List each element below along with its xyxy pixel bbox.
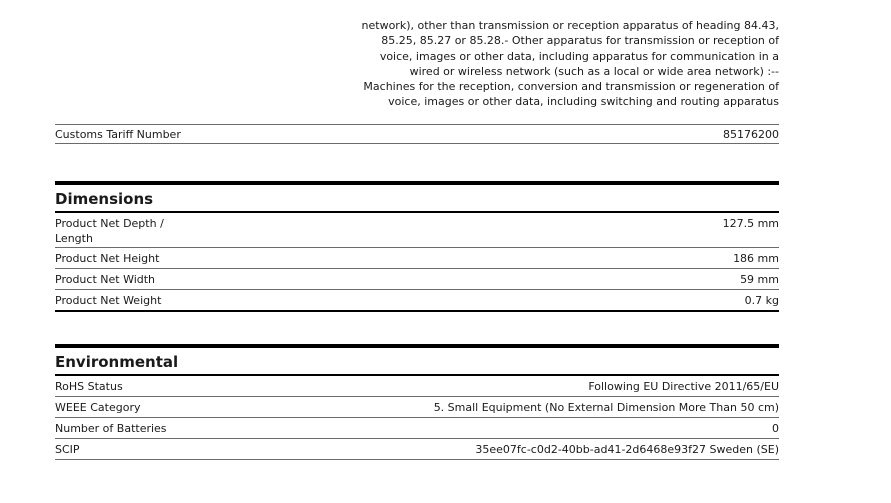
spec-row-net-height (55, 248, 779, 269)
environmental-section (55, 344, 779, 460)
spec-value: 5. Small Equipment (No External Dimension More Than 50 cm) (433, 401, 779, 414)
customs-tariff-row (55, 124, 779, 144)
spec-row-net-width (55, 269, 779, 290)
spec-label: Product Net Weight (55, 294, 162, 307)
spec-value: 0 (772, 422, 779, 435)
customs-description-value: network), other than transmission or reception apparatus of heading 84.43, 85.25, 85.27 or 85.28.- Other apparatus for transmission or reception of voice, images or other data, including apparatus for communication in a wired or wireless network (such as a local or wide area network) :-- Machines for the reception, conversion and transmission or regeneration of voice, images or other data, including switching and routing apparatus (361, 19, 779, 109)
customs-tariff-value: 85176200 (723, 128, 779, 141)
spec-row-number-of-batteries (55, 418, 779, 439)
customs-tariff-label: Customs Tariff Number (55, 128, 181, 141)
spec-row-net-weight (55, 290, 779, 312)
dimensions-section (55, 181, 779, 312)
spec-label: WEEE Category (55, 401, 141, 414)
dimensions-heading: Dimensions (55, 181, 779, 213)
spec-label: Product Net Width (55, 273, 156, 286)
spec-label: Product Net Height (55, 252, 160, 265)
spec-label: Product Net Depth / Length (55, 217, 164, 245)
environmental-heading: Environmental (55, 344, 779, 376)
spec-label: SCIP (55, 443, 80, 456)
spec-label: RoHS Status (55, 380, 123, 393)
spec-row-scip (55, 439, 779, 460)
spec-label: Number of Batteries (55, 422, 167, 435)
spec-value: 59 mm (740, 273, 779, 286)
spec-value: 127.5 mm (722, 217, 779, 230)
spec-value: 186 mm (733, 252, 779, 265)
spec-value: 35ee07fc-c0d2-40bb-ad41-2d6468e93f27 Sweden (SE) (475, 443, 779, 456)
spec-row-rohs-status (55, 376, 779, 397)
spec-value: 0.7 kg (744, 294, 779, 307)
spec-row-net-depth (55, 213, 779, 248)
spec-value: Following EU Directive 2011/65/EU (588, 380, 779, 393)
spec-row-weee-category (55, 397, 779, 418)
